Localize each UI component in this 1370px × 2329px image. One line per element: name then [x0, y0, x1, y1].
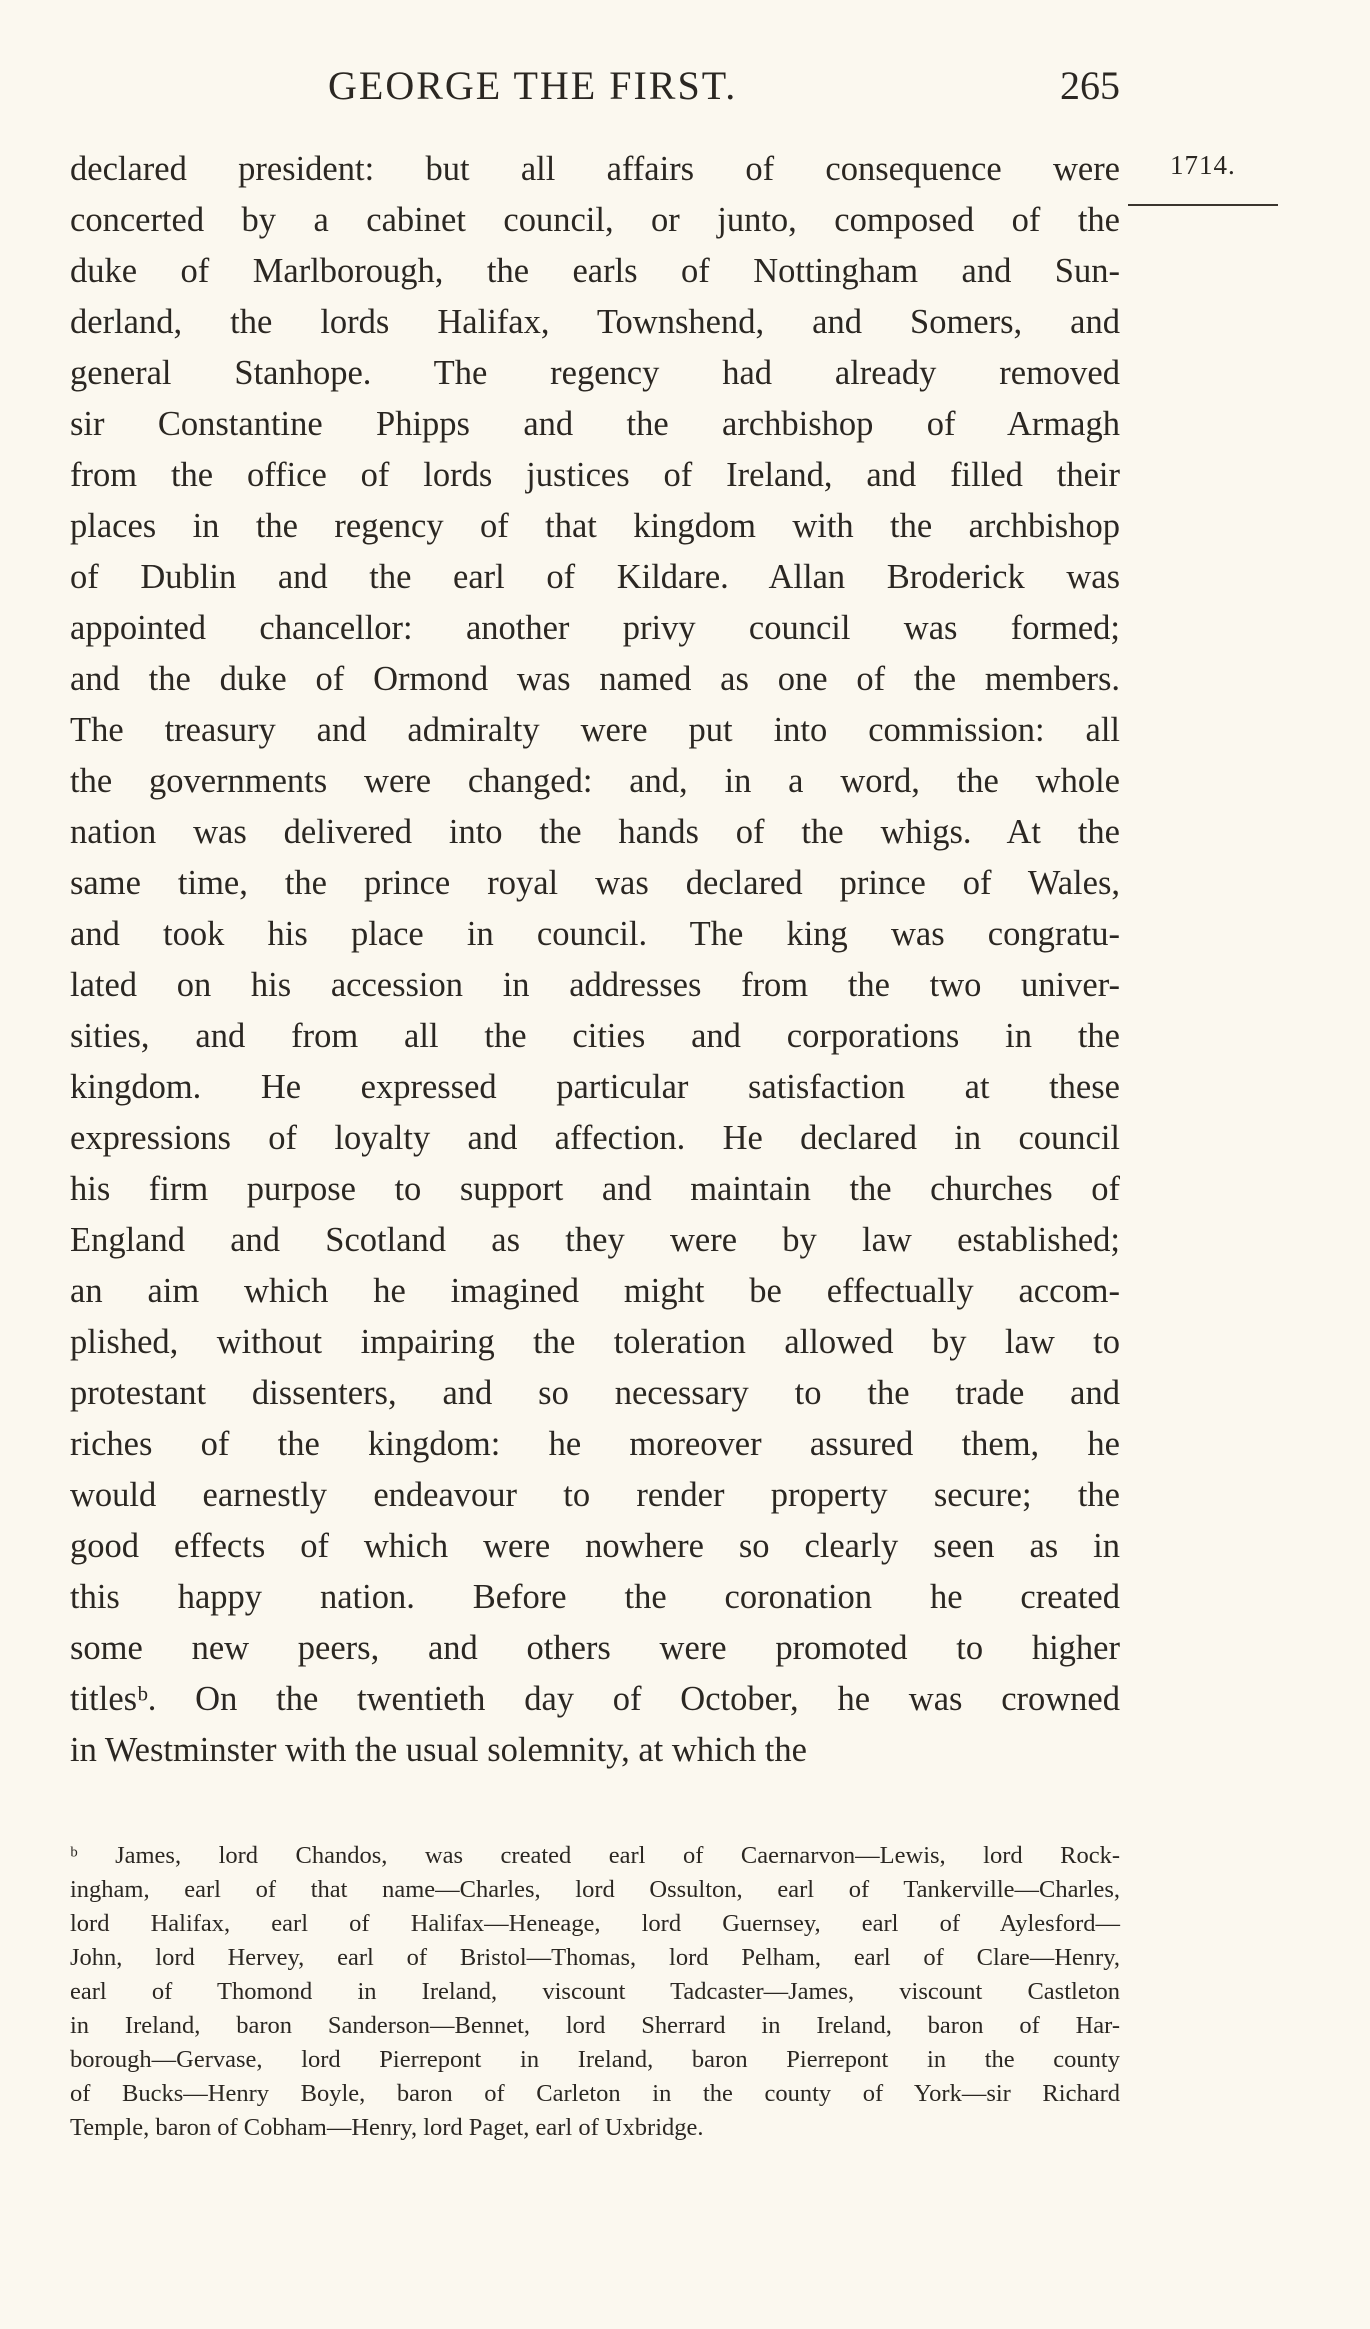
text-line: derland, the lords Halifax, Townshend, and Somers, and — [70, 303, 1120, 341]
footnote-line: John, lord Hervey, earl of Bristol—Thomas, lord Pelham, earl of Clare—Henry, — [70, 1944, 1120, 1971]
text-line: England and Scotland as they were by law established; — [70, 1221, 1120, 1259]
text-line: and the duke of Ormond was named as one of the members. — [70, 660, 1120, 698]
running-title: GEORGE THE FIRST. — [328, 63, 738, 108]
text-line: expressions of loyalty and affection. He declared in council — [70, 1119, 1120, 1157]
footnote-line: of Bucks—Henry Boyle, baron of Carleton in the county of York—sir Richard — [70, 2080, 1120, 2107]
footnote — [70, 1839, 1120, 2145]
text-line: riches of the kingdom: he moreover assured them, he — [70, 1425, 1120, 1463]
text-line: his firm purpose to support and maintain the churches of — [70, 1170, 1120, 1208]
text-line: from the office of lords justices of Ireland, and filled their — [70, 456, 1120, 494]
footnote-line: lord Halifax, earl of Halifax—Heneage, lord Guernsey, earl of Aylesford— — [70, 1910, 1120, 1937]
page-header — [70, 62, 1120, 122]
text-line: and took his place in council. The king was congratu- — [70, 915, 1120, 953]
text-line: The treasury and admiralty were put into commission: all — [70, 711, 1120, 749]
body-text — [70, 144, 1120, 1776]
text-line: titlesᵇ. On the twentieth day of October, he was crowned — [70, 1680, 1120, 1718]
footnote-line: Temple, baron of Cobham—Henry, lord Paget, earl of Uxbridge. — [70, 2114, 704, 2141]
text-line: nation was delivered into the hands of the whigs. At the — [70, 813, 1120, 851]
marginal-rule — [1128, 204, 1278, 206]
text-line: places in the regency of that kingdom with the archbishop — [70, 507, 1120, 545]
text-line: sir Constantine Phipps and the archbishop of Armagh — [70, 405, 1120, 443]
text-line: in Westminster with the usual solemnity, at which the — [70, 1731, 807, 1769]
footnote-line: earl of Thomond in Ireland, viscount Tadcaster—James, viscount Castleton — [70, 1978, 1120, 2005]
text-line: appointed chancellor: another privy council was formed; — [70, 609, 1120, 647]
text-line: some new peers, and others were promoted to higher — [70, 1629, 1120, 1667]
footnote-line: ᵇ James, lord Chandos, was created earl of Caernarvon—Lewis, lord Rock- — [70, 1842, 1120, 1869]
text-line: duke of Marlborough, the earls of Nottingham and Sun- — [70, 252, 1120, 290]
footnote-line: ingham, earl of that name—Charles, lord Ossulton, earl of Tankerville—Charles, — [70, 1876, 1120, 1903]
text-line: same time, the prince royal was declared prince of Wales, — [70, 864, 1120, 902]
text-line: general Stanhope. The regency had already removed — [70, 354, 1120, 392]
text-line: this happy nation. Before the coronation he created — [70, 1578, 1120, 1616]
text-line: declared president: but all affairs of consequence were — [70, 150, 1120, 188]
text-line: of Dublin and the earl of Kildare. Allan Broderick was — [70, 558, 1120, 596]
text-line: kingdom. He expressed particular satisfaction at these — [70, 1068, 1120, 1106]
footnote-line: in Ireland, baron Sanderson—Bennet, lord Sherrard in Ireland, baron of Har- — [70, 2012, 1120, 2039]
text-line: concerted by a cabinet council, or junto, composed of the — [70, 201, 1120, 239]
text-line: an aim which he imagined might be effectually accom- — [70, 1272, 1120, 1310]
text-line: the governments were changed: and, in a word, the whole — [70, 762, 1120, 800]
text-line: would earnestly endeavour to render property secure; the — [70, 1476, 1120, 1514]
text-line: sities, and from all the cities and corporations in the — [70, 1017, 1120, 1055]
marginal-year: 1714. — [1170, 150, 1236, 180]
footnote-line: borough—Gervase, lord Pierrepont in Ireland, baron Pierrepont in the county — [70, 2046, 1120, 2073]
text-line: protestant dissenters, and so necessary to the trade and — [70, 1374, 1120, 1412]
text-line: good effects of which were nowhere so clearly seen as in — [70, 1527, 1120, 1565]
page-number: 265 — [1060, 63, 1120, 108]
text-line: plished, without impairing the toleration allowed by law to — [70, 1323, 1120, 1361]
text-line: lated on his accession in addresses from the two univer- — [70, 966, 1120, 1004]
